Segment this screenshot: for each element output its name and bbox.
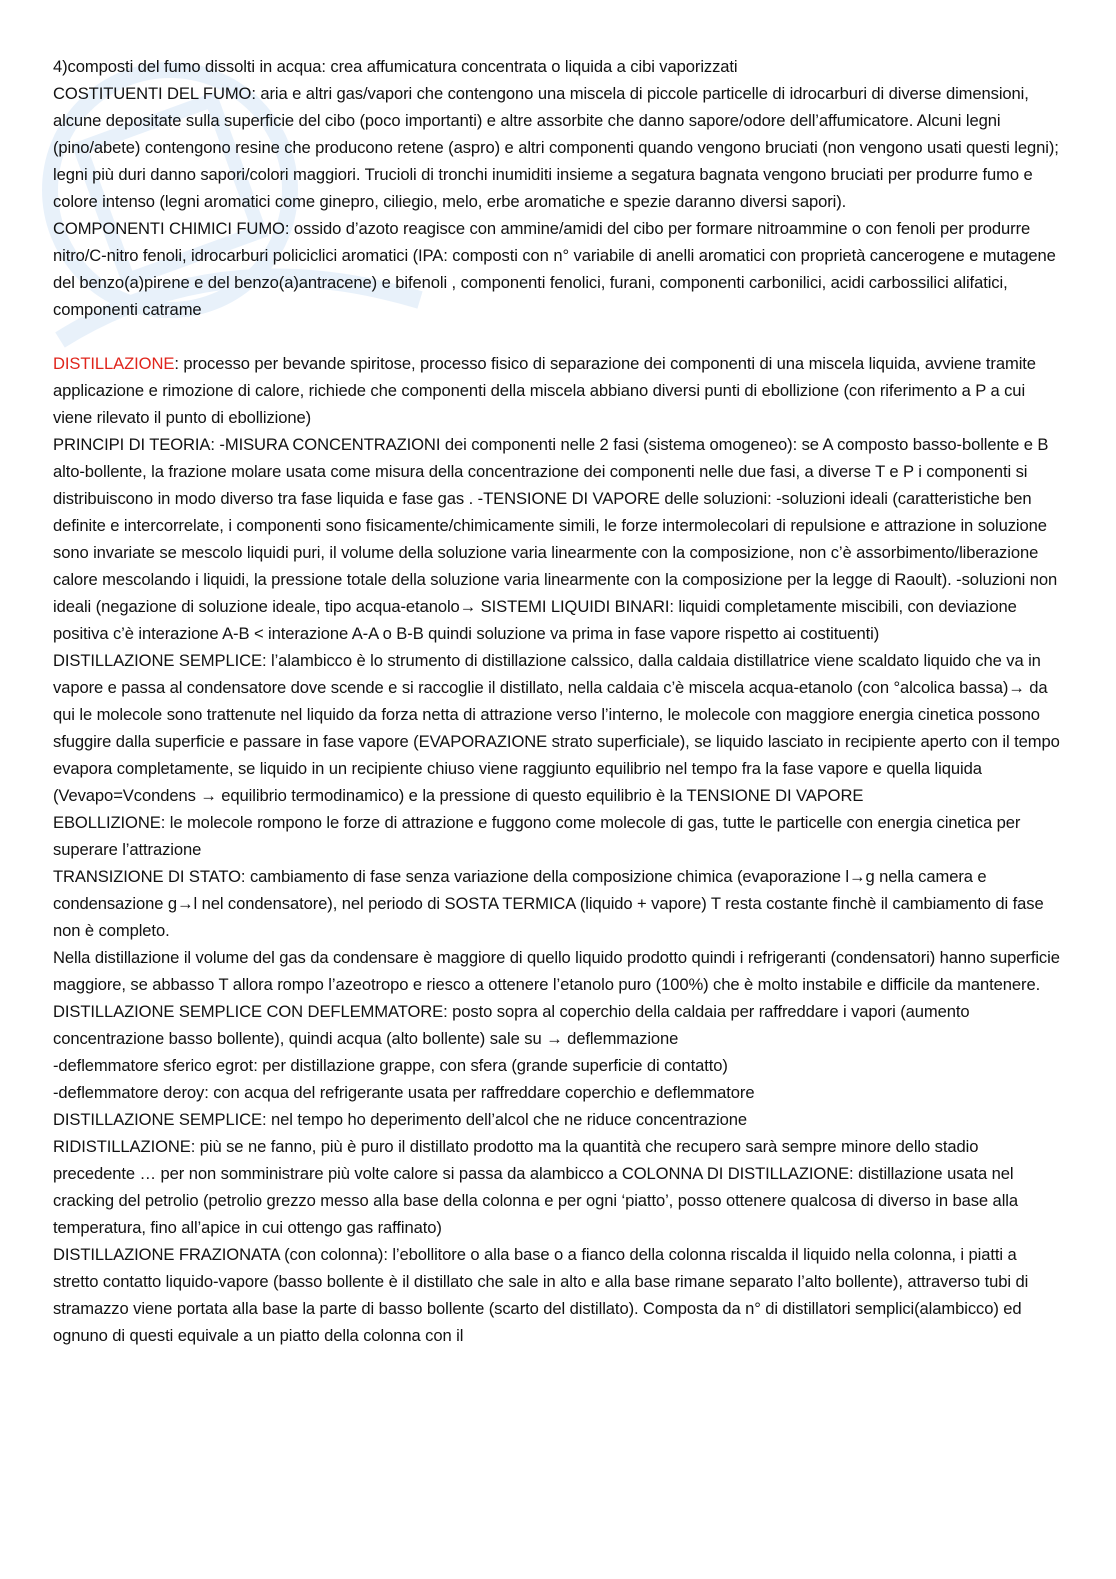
distillation-heading: DISTILLAZIONE xyxy=(53,354,175,373)
paragraph-gas-volume: Nella distillazione il volume del gas da condensare è maggiore di quello liquido prodotto quindi i refrigeranti (condensatori) hanno superficie maggiore, se abbasso T allora rompo l’azeotropo e riesco a ottenere l’etanolo puro (100%) che è molto instabile e difficile da mantenere. xyxy=(53,948,1060,994)
paragraph-boiling: EBOLLIZIONE: le molecole rompono le forze di attrazione e fuggono come molecole di gas, tutte le particelle con energia cinetica per superare l’attrazione xyxy=(53,813,1021,859)
paragraph-distillation-intro xyxy=(53,350,1063,431)
paragraph-egrot-dephlegmator: -deflemmatore sferico egrot: per distillazione grappe, con sfera (grande superficie di contatto) xyxy=(53,1056,728,1075)
paragraph-smoke-constituents: COSTITUENTI DEL FUMO: aria e altri gas/vapori che contengono una miscela di piccole particelle di idrocarburi di diverse dimensioni, alcune depositate sulla superficie del cibo (poco importanti) e altre assorbite che danno sapore/odore dell’affumicatore. Alcuni legni (pino/abete) contengono resine che producono retene (aspro) e altri componenti quando vengono bruciati (non vengono usati questi legni); legni più duri danno sapori/colori maggiori. Trucioli di tronchi inumiditi insieme a segatura bagnata vengono bruciati per produrre fumo e colore intenso (legni aromatici come ginepro, ciliegio, melo, erbe aromatiche e spezie daranno diversi sapori). xyxy=(53,84,1059,211)
paragraph-theory-principles: PRINCIPI DI TEORIA: -MISURA CONCENTRAZIONI dei componenti nelle 2 fasi (sistema omogeneo): se A composto basso-bollente e B alto-bollente, la frazione molare usata come misura della concentrazione dei componenti nelle due fasi, a diverse T e P i componenti si distribuiscono in modo diverso tra fase liquida e fase gas . -TENSIONE DI VAPORE delle soluzioni: -soluzioni ideali (caratteristiche ben definite e intercorrelate, i componenti sono fisicamente/chimicamente simili, le forze intermolecolari di repulsione e attrazione in soluzione sono invariate se mescolo liquidi puri, il volume della soluzione varia linearmente con la composizione, non c’è assorbimento/liberazione calore mescolando i liquidi, la pressione totale della soluzione varia linearmente con la composizione per la legge di Raoult). -soluzioni non ideali (negazione di soluzione ideale, tipo acqua-etanolo→ SISTEMI LIQUIDI BINARI: liquidi completamente miscibili, con deviazione positiva c’è interazione A-B < interazione A-A o B-B quindi soluzione va prima in fase vapore rispetto ai costituenti) xyxy=(53,435,1058,643)
paragraph-smoke-compounds: 4)composti del fumo dissolti in acqua: crea affumicatura concentrata o liquida a cibi vaporizzati xyxy=(53,57,738,76)
paragraph-smoke-chemical-components: COMPONENTI CHIMICI FUMO: ossido d’azoto reagisce con ammine/amidi del cibo per formare nitroammine o con fenoli per produrre nitro/C-nitro fenoli, idrocarburi policiclici aromatici (IPA: composti con n° variabile di anelli aromatici con proprietà cancerogene e mutagene del benzo(a)pirene e del benzo(a)antracene) e bifenoli , componenti fenolici, furani, componenti carbonilici, acidi carbossilici alifatici, componenti catrame xyxy=(53,219,1056,319)
paragraph-state-transition: TRANSIZIONE DI STATO: cambiamento di fase senza variazione della composizione chimica (evaporazione l→g nella camera e condensazione g→l nel condensatore), nel periodo di SOSTA TERMICA (liquido + vapore) T resta costante finchè il cambiamento di fase non è completo. xyxy=(53,867,1044,940)
paragraph-dephlegmator: DISTILLAZIONE SEMPLICE CON DEFLEMMATORE: posto sopra al coperchio della caldaia per raffreddare i vapori (aumento concentrazione basso bollente), quindi acqua (alto bollente) sale su → deflemmazione xyxy=(53,1002,970,1048)
distillation-intro-text: : processo per bevande spiritose, processo fisico di separazione dei componenti di una miscela liquida, avviene tramite applicazione e rimozione di calore, richiede che componenti della miscela abbiano diversi punti di ebollizione (con riferimento a P a cui viene rilevato il punto di ebollizione) xyxy=(53,354,1036,427)
paragraph-redistillation: RIDISTILLAZIONE: più se ne fanno, più è puro il distillato prodotto ma la quantità che recupero sarà sempre minore dello stadio precedente … per non somministrare più volte calore si passa da alambicco a COLONNA DI DISTILLAZIONE: distillazione usata nel cracking del petrolio (petrolio grezzo messo alla base della colonna e per ogni ‘piatto’, posso ottenere qualcosa di diverso in base alla temperatura, fino all’apice in cui ottengo gas raffinato) xyxy=(53,1137,1018,1237)
paragraph-simple-distillation: DISTILLAZIONE SEMPLICE: l’alambicco è lo strumento di distillazione calssico, dalla caldaia distillatrice viene scaldato liquido che va in vapore e passa al condensatore dove scende e si raccoglie il distillato, nella caldaia c’è miscela acqua-etanolo (con °alcolica bassa)→ da qui le molecole sono trattenute nel liquido da forza netta di attrazione verso l’interno, le molecole con maggiore energia cinetica possono sfuggire dalla superficie e passare in fase vapore (EVAPORAZIONE strato superficiale), se liquido lasciato in recipiente aperto con il tempo evapora completamente, se liquido in un recipiente chiuso viene raggiunto equilibrio nel tempo fra la fase vapore e quella liquida (Vevapo=Vcondens → equilibrio termodinamico) e la pressione di questo equilibrio è la TENSIONE DI VAPORE xyxy=(53,651,1060,805)
paragraph-simple-distillation-decline: DISTILLAZIONE SEMPLICE: nel tempo ho deperimento dell’alcol che ne riduce concentrazione xyxy=(53,1110,748,1129)
document-page xyxy=(53,53,1063,1349)
paragraph-deroy-dephlegmator: -deflemmatore deroy: con acqua del refrigerante usata per raffreddare coperchio e deflemmatore xyxy=(53,1083,755,1102)
paragraph-fractional-distillation: DISTILLAZIONE FRAZIONATA (con colonna): l’ebollitore o alla base o a fianco della colonna riscalda il liquido nella colonna, i piatti a stretto contatto liquido-vapore (basso bollente è il distillato che sale in alto e alla base rimane separato l’alto bollente), attraverso tubi di stramazzo viene portata alla base la parte di basso bollente (scarto del distillato). Composta da n° di distillatori semplici(alambicco) ed ognuno di questi equivale a un piatto della colonna con il xyxy=(53,1245,1029,1345)
paragraph-gap xyxy=(53,323,1063,350)
